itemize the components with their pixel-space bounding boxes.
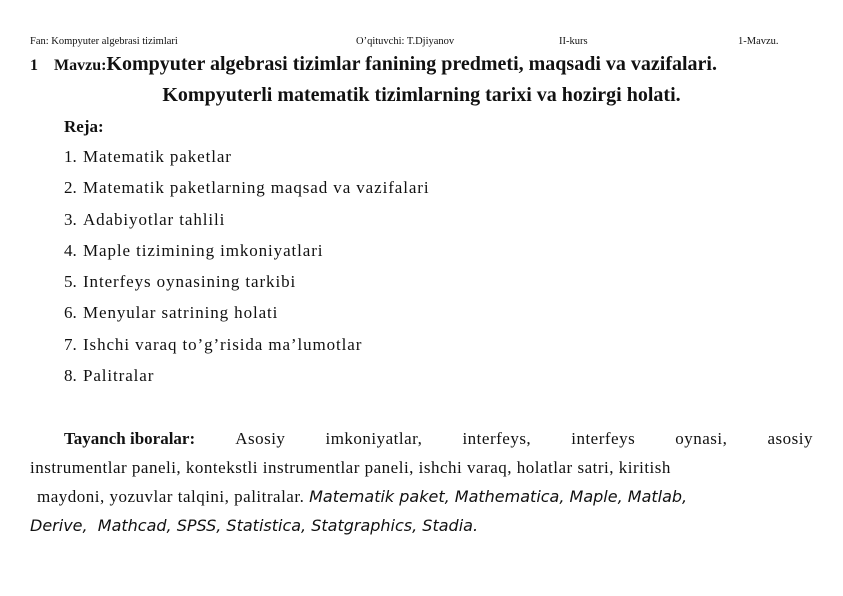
keywords-line-2: instrumentlar paneli, kontekstli instrumentlar paneli, ishchi varaq, holatlar satri, kiritish bbox=[30, 458, 671, 477]
plan-item-number: 5. bbox=[64, 272, 77, 292]
plan-item bbox=[64, 365, 429, 396]
plan-item bbox=[64, 271, 429, 302]
plan-item-number: 2. bbox=[64, 178, 77, 198]
title-line-1: Kompyuter algebrasi tizimlar fanining predmeti, maqsadi va vazifalari. bbox=[106, 53, 717, 75]
plan-item-number: 4. bbox=[64, 240, 77, 260]
plan-item-text: Matematik paketlar bbox=[83, 147, 232, 166]
keywords-line-4-italic: Derive, Mathcad, SPSS, Statistica, Statgraphics, Stadia. bbox=[30, 516, 479, 535]
plan-item-text: Menyular satrining holati bbox=[83, 303, 279, 323]
keywords-line-3-plain: maydoni, yozuvlar talqini, palitralar. bbox=[37, 487, 305, 506]
plan-item-text: Adabiyotlar tahlili bbox=[83, 209, 226, 229]
plan-label: Reja: bbox=[64, 117, 104, 136]
plan-item bbox=[64, 334, 429, 365]
plan-list bbox=[64, 146, 429, 396]
keyword: interfeys bbox=[571, 429, 636, 448]
title-label: Mavzu: bbox=[54, 57, 107, 74]
plan-item-text: Maple tizimining imkoniyatlari bbox=[83, 240, 324, 260]
plan-item bbox=[64, 240, 429, 271]
title-number: 1 bbox=[30, 57, 38, 74]
plan-item-number: 7. bbox=[64, 334, 77, 354]
plan-item-number: 3. bbox=[64, 209, 77, 229]
plan-item bbox=[64, 209, 429, 240]
keywords-line-3-italic: Matematik paket, Mathematica, Maple, Matlab, bbox=[309, 487, 688, 506]
plan-item-text: Interfeys oynasining tarkibi bbox=[83, 272, 297, 292]
keywords-line-1 bbox=[30, 428, 813, 457]
plan-item-number: 6. bbox=[64, 303, 77, 323]
plan-item bbox=[64, 146, 429, 177]
keywords-label: Tayanch iboralar: bbox=[64, 429, 196, 448]
plan-item bbox=[64, 302, 429, 333]
plan-item bbox=[64, 177, 429, 208]
header-course: II-kurs bbox=[559, 36, 588, 47]
title-line-2: Kompyuterli matematik tizimlarning tarixi va hozirgi holati. bbox=[162, 84, 681, 106]
keyword: interfeys, bbox=[462, 429, 532, 448]
page-header bbox=[30, 36, 790, 50]
page-title bbox=[30, 53, 717, 76]
keyword: oynasi, bbox=[675, 429, 728, 448]
keywords-line-4 bbox=[30, 515, 813, 544]
plan-item-number: 8. bbox=[64, 366, 77, 386]
header-subject: Fan: Kompyuter algebrasi tizimlari bbox=[30, 36, 178, 47]
keywords-line-3 bbox=[30, 486, 813, 515]
header-teacher: O’qituvchi: T.Djiyanov bbox=[356, 36, 455, 47]
keywords-paragraph bbox=[30, 428, 813, 544]
keyword: imkoniyatlar, bbox=[325, 429, 423, 448]
plan-item-text: Palitralar bbox=[83, 366, 155, 386]
plan-item-number: 1. bbox=[64, 147, 77, 166]
plan-item-text: Ishchi varaq to’g’risida ma’lumotlar bbox=[83, 334, 363, 354]
keyword: asosiy bbox=[767, 429, 813, 448]
keyword: Asosiy bbox=[235, 429, 286, 448]
header-topic-number: 1-Mavzu. bbox=[738, 36, 779, 47]
plan-item-text: Matematik paketlarning maqsad va vazifalari bbox=[83, 178, 430, 198]
